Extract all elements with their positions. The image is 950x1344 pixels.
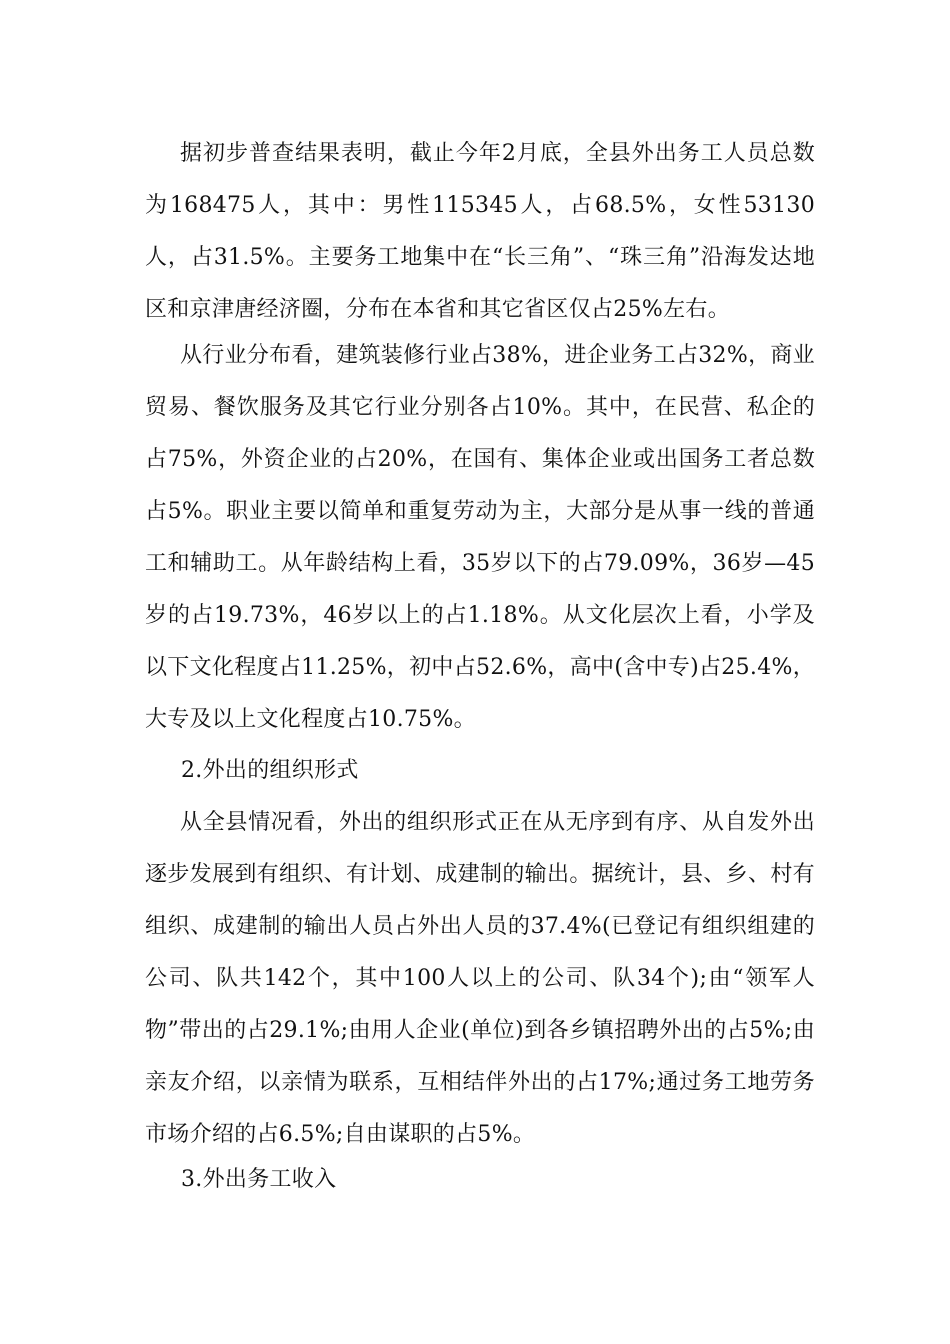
body-paragraph: 从行业分布看，建筑装修行业占38%，进企业务工占32%，商业贸易、餐饮服务及其它行业分别各占10%。其中，在民营、私企的占75%，外资企业的占20%，在国有、集体企业或出国务工者总数占5%。职业主要以简单和重复劳动为主，大部分是从事一线的普通工和辅助工。从年龄结构上看，35岁以下的占79.09%，36岁—45岁的占19.73%，46岁以上的占1.18%。从文化层次上看，小学及以下文化程度占11.25%，初中占52.6%，高中(含中专)占25.4%，大专及以上文化程度占10.75%。 xyxy=(145,343,815,732)
section-heading: 2.外出的组织形式 xyxy=(181,758,359,783)
body-paragraph: 从全县情况看，外出的组织形式正在从无序到有序、从自发外出逐步发展到有组织、有计划、成建制的输出。据统计，县、乡、村有组织、成建制的输出人员占外出人员的37.4%(已登记有组织组建的公司、队共142个，其中100人以上的公司、队34个);由“领军人物”带出的占29.1%;由用人企业(单位)到各乡镇招聘外出的占5%;由亲友介绍，以亲情为联系，互相结伴外出的占17%;通过务工地劳务市场介绍的占6.5%;自由谋职的占5%。 xyxy=(145,810,815,1147)
section-heading: 3.外出务工收入 xyxy=(181,1167,337,1192)
body-paragraph: 据初步普查结果表明，截止今年2月底，全县外出务工人员总数为168475人，其中：男性115345人，占68.5%，女性53130人，占31.5%。主要务工地集中在“长三角”、“珠三角”沿海发达地区和京津唐经济圈，分布在本省和其它省区仅占25%左右。 xyxy=(145,141,815,322)
